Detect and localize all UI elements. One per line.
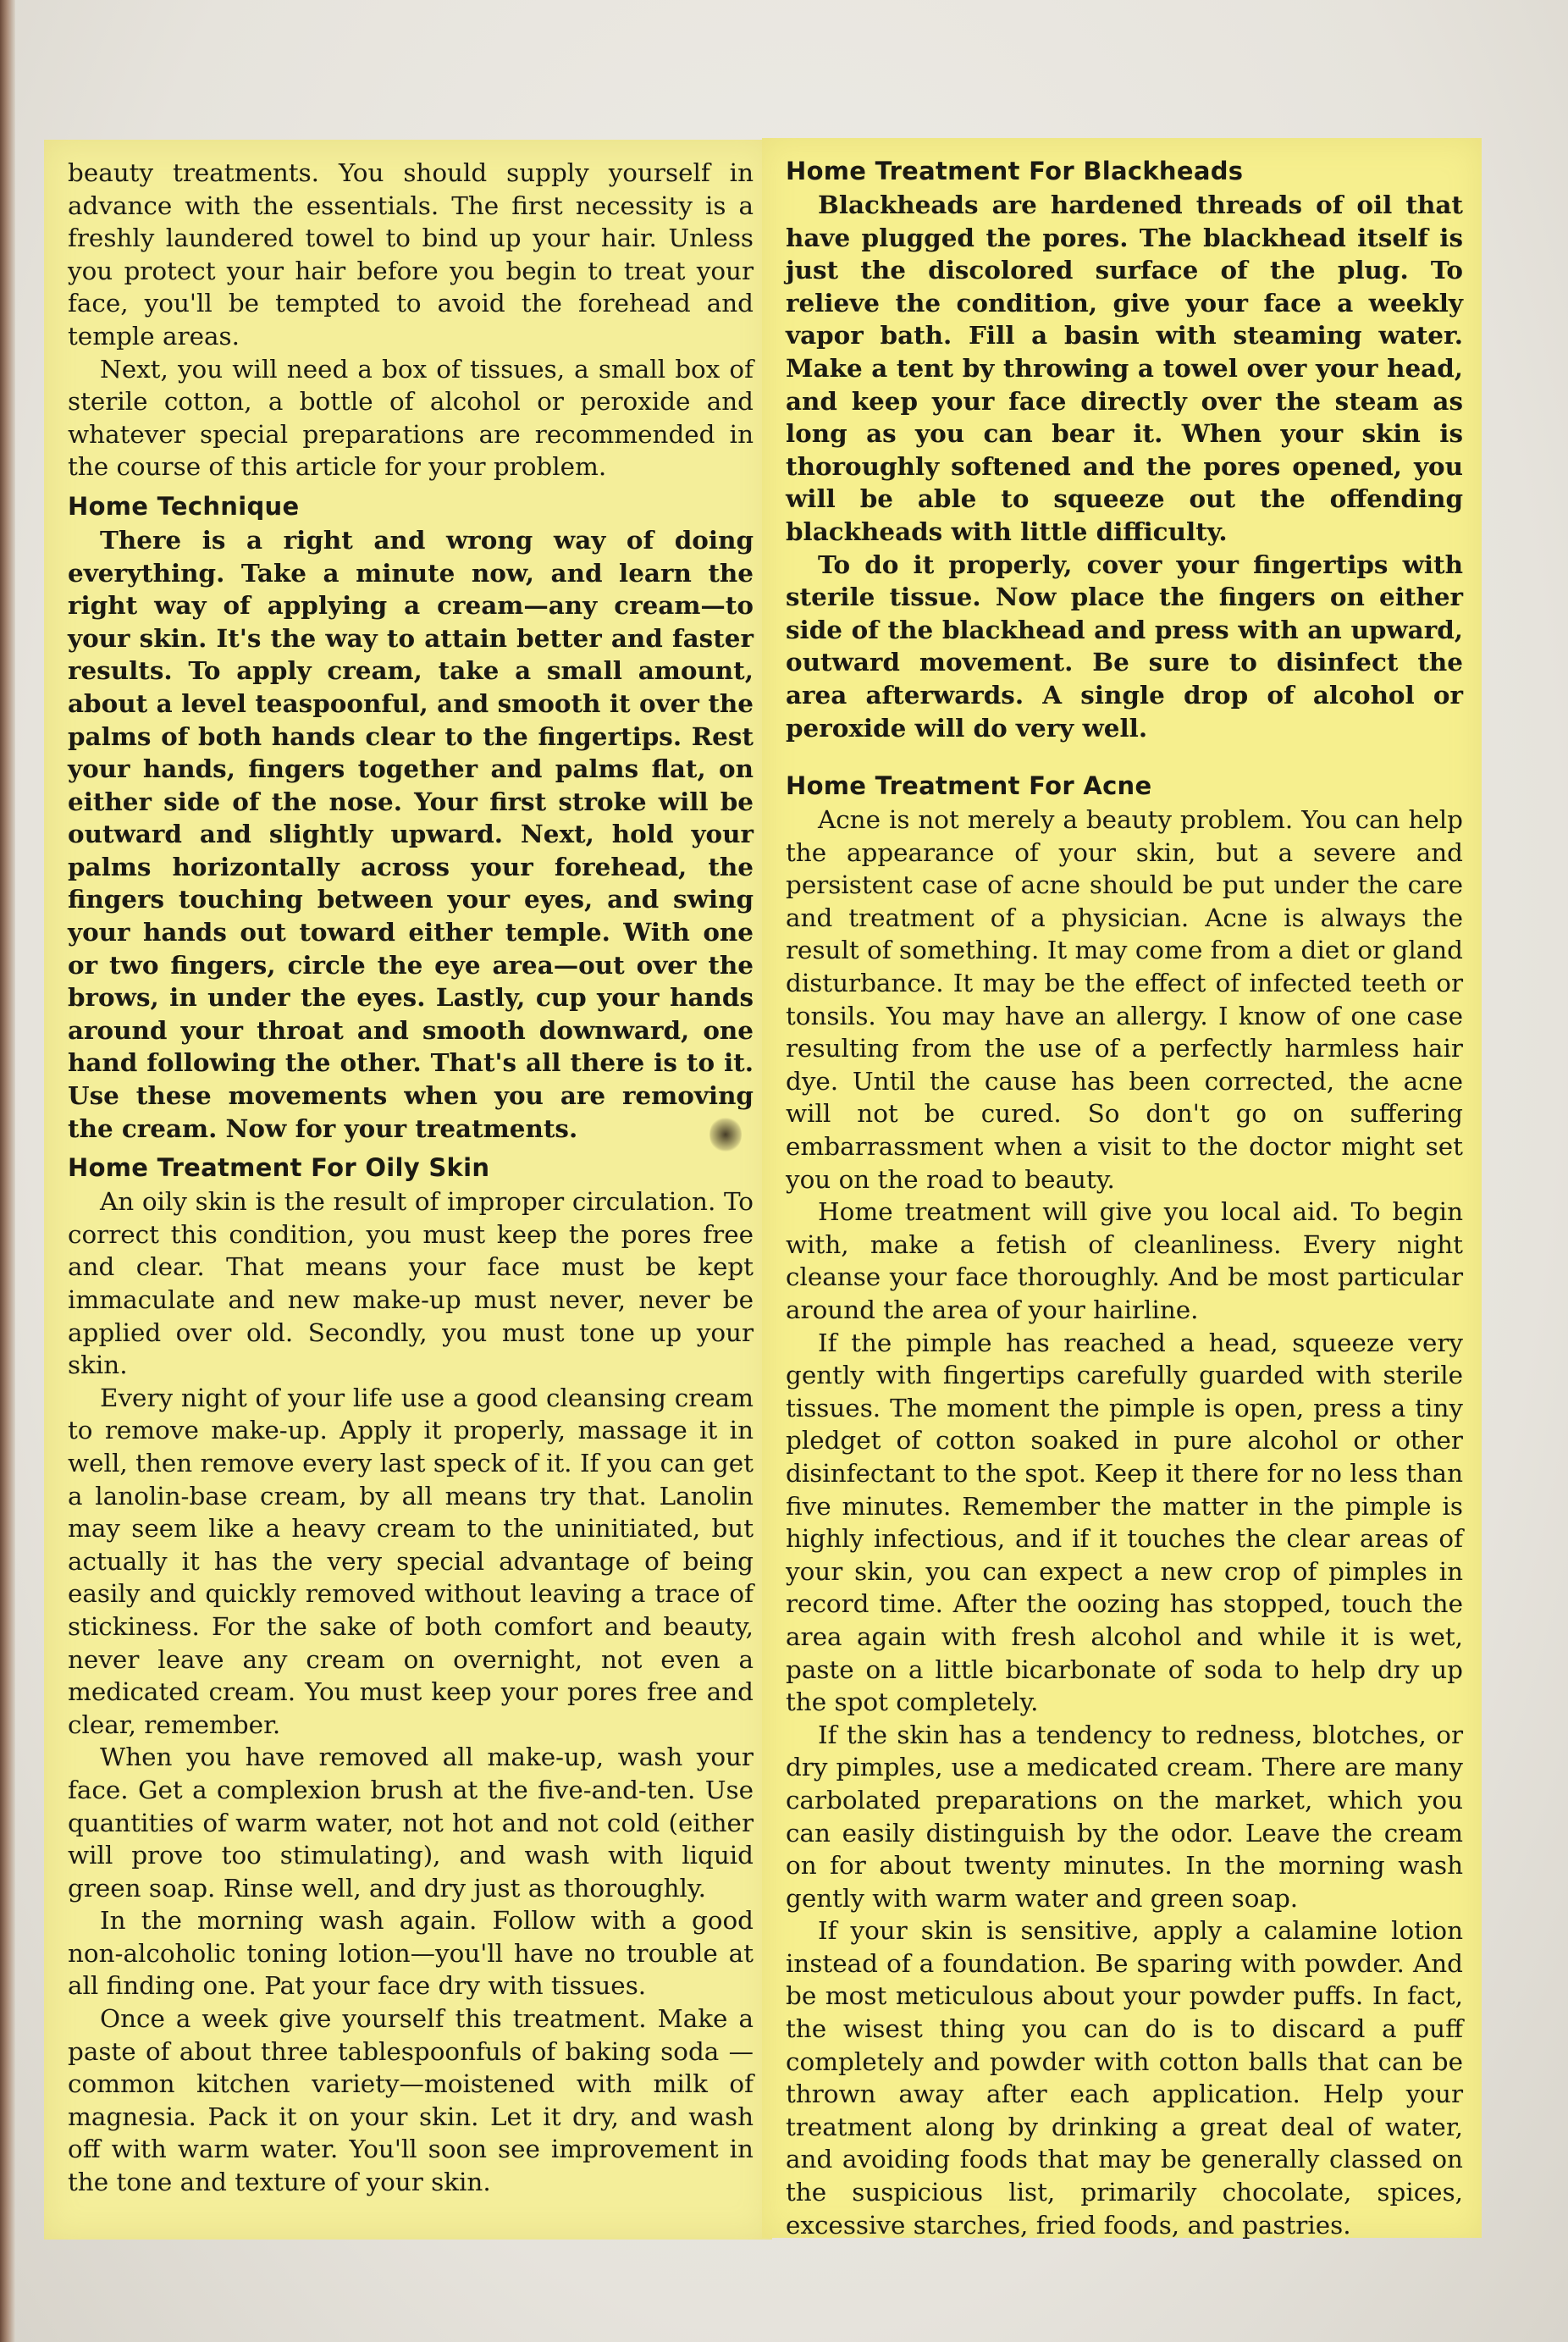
oily-skin-paragraph-5: Once a week give yourself this treatment. Make a paste of about three tablespoonfuls of baking soda —common kitchen variety—moistened with milk of magnesia. Pack it on your skin. Let it dry, and wash off with warm water. You'll soon see improvement in the tone and texture of your skin. xyxy=(68,2004,754,2197)
home-technique-paragraph-1: There is a right and wrong way of doing everything. Take a minute now, and learn the right way of applying a cream—any cream—to your skin. It's the way to attain better and faster results. To apply cream, take a small amount, about a level teaspoonful, and smooth it over the palms of both hands clear to the fingertips. Rest your hands, fingers together and palms flat, on either side of the nose. Your first stroke will be outward and slightly upward. Next, hold your palms horizontally across your forehead, the fingers touching between your eyes, and swing your hands out toward either temple. With one or two fingers, circle the eye area—out over the brows, in under the eyes. Lastly, cup your hands around your throat and smooth downward, one hand following the other. That's all there is to it. Use these movements when you are removing the cream. Now for your treatments. xyxy=(68,524,754,1143)
page-binding-edge xyxy=(0,0,15,2342)
section-gap xyxy=(786,744,1463,763)
acne-paragraph-3: If the pimple has reached a head, squeeze very gently with fingertips carefully guarded with sterile tissues. The moment the pimple is open, press a tiny pledget of cotton soaked in pure alcohol or other disinfectant to the spot. Keep it there for no less than five minutes. Remember the matter in the pimple is highly infectious, and if it touches the clear areas of your skin, you can expect a new crop of pimples in record time. After the oozing has stopped, touch the area again with fresh alcohol and while it is wet, paste on a little bicarbonate of soda to help dry up the spot completely. xyxy=(786,1328,1463,1717)
left-column xyxy=(44,140,772,2240)
oily-skin-paragraph-4: In the morning wash again. Follow with a good non-alcoholic toning lotion—you'll have no trouble at all finding one. Pat your face dry with tissues. xyxy=(68,1906,754,2001)
acne-heading: Home Treatment For Acne xyxy=(786,771,1152,801)
ink-blot-mark xyxy=(709,1116,742,1153)
intro-paragraph-2: Next, you will need a box of tissues, a small box of sterile cotton, a bottle of alcohol or peroxide and whatever special preparations are recommended in the course of this article for your problem. xyxy=(68,354,754,482)
blackheads-heading: Home Treatment For Blackheads xyxy=(786,157,1244,185)
blackheads-paragraph-2: To do it properly, cover your fingertips with sterile tissue. Now place the fingers on either side of the blackhead and press with an upward, outward movement. Be sure to disinfect the area afterwards. A single drop of alcohol or peroxide will do very well. xyxy=(786,549,1463,743)
acne-paragraph-5: If your skin is sensitive, apply a calamine lotion instead of a foundation. Be sparing with powder. And be most meticulous about your powder puffs. In fact, the wisest thing you can do is to discard a puff completely and powder with cotton balls that can be thrown away after each application. Help your treatment along by drinking a great deal of water, and avoiding foods that may be generally classed on the suspicious list, primarily chocolate, spices, excessive starches, fried foods, and pastries. xyxy=(786,1916,1463,2240)
oily-skin-paragraph-3: When you have removed all make-up, wash your face. Get a complexion brush at the five-and-ten. Use quantities of warm water, not hot and not cold (either will prove too stimulating), and wash with liquid green soap. Rinse well, and dry just as thoroughly. xyxy=(68,1743,754,1903)
intro-paragraph-1: beauty treatments. You should supply yourself in advance with the essentials. The first necessity is a freshly laundered towel to bind up your hair. Unless you protect your hair before you begin to treat your face, you'll be tempted to avoid the forehead and temple areas. xyxy=(68,158,754,351)
acne-paragraph-2: Home treatment will give you local aid. To begin with, make a fetish of cleanliness. Every night cleanse your face thoroughly. And be most particular around the area of your hairline. xyxy=(786,1197,1463,1324)
oily-skin-paragraph-2: Every night of your life use a good cleansing cream to remove make-up. Apply it properly, massage it in well, then remove every last speck of it. If you can get a lanolin-base cream, by all means try that. Lanolin may seem like a heavy cream to the uninitiated, but actually it has the very special advantage of being easily and quickly removed without leaving a trace of stickiness. For the sake of both comfort and beauty, never leave any cream on overnight, not even a medicated cream. You must keep your pores free and clear, remember. xyxy=(68,1383,754,1739)
blackheads-paragraph-1: Blackheads are hardened threads of oil that have plugged the pores. The blackhead itself is just the discolored surface of the plug. To relieve the condition, give your face a weekly vapor bath. Fill a basin with steaming water. Make a tent by throwing a towel over your head, and keep your face directly over the steam as long as you can bear it. When your skin is thoroughly softened and the pores opened, you will be able to squeeze out the offending blackheads with little difficulty. xyxy=(786,190,1463,546)
acne-paragraph-1: Acne is not merely a beauty problem. You can help the appearance of your skin, but a severe and persistent case of acne should be put under the care and treatment of a physician. Acne is always the result of something. It may come from a diet or gland disturbance. It may be the effect of infected teeth or tonsils. You may have an allergy. I know of one case resulting from the use of a perfectly harmless hair dye. Until the cause has been corrected, the acne will not be cured. So don't go on suffering embarrassment when a visit to the doctor might set you on the road to beauty. xyxy=(786,805,1463,1194)
oily-skin-heading: Home Treatment For Oily Skin xyxy=(68,1153,490,1183)
right-column xyxy=(762,138,1482,2238)
acne-paragraph-4: If the skin has a tendency to redness, blotches, or dry pimples, use a medicated cream. There are many carbolated preparations on the market, which you can easily distinguish by the odor. Leave the cream on for about twenty minutes. In the morning wash gently with warm water and green soap. xyxy=(786,1720,1463,1913)
oily-skin-paragraph-1: An oily skin is the result of improper circulation. To correct this condition, you must keep the pores free and clear. That means your face must be kept immaculate and new make-up must never, never be applied over old. Secondly, you must tone up your skin. xyxy=(68,1187,754,1380)
home-technique-heading: Home Technique xyxy=(68,491,300,521)
